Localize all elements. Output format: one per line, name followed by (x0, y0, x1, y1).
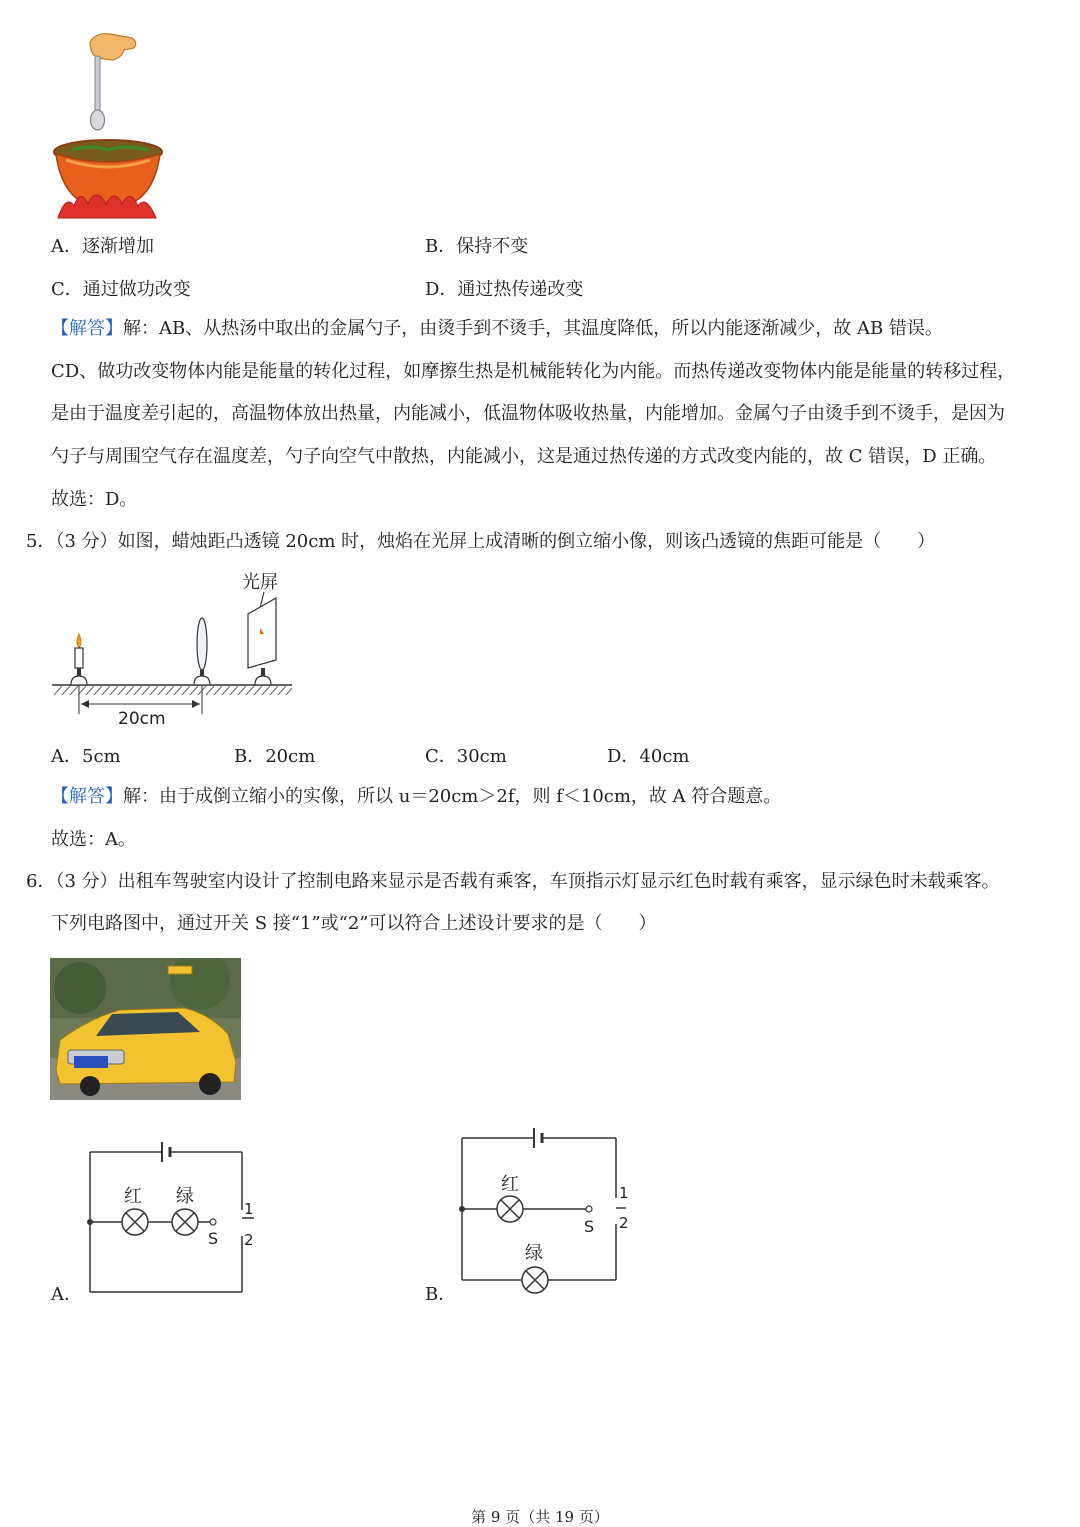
answer-tag: 【解答】 (51, 318, 123, 339)
q4-option-a: A．逐渐增加 (51, 236, 154, 257)
switch-label: S (584, 1217, 595, 1236)
green-lamp-label: 绿 (525, 1243, 543, 1264)
green-lamp-icon (522, 1267, 548, 1293)
red-lamp-label: 红 (501, 1174, 519, 1195)
q4-answer-line-1: 【解答】解：AB、从热汤中取出的金属勺子，由烫手到不烫手，其温度降低，所以内能逐渐减少，故 AB 错误。 (51, 318, 943, 339)
green-lamp-icon (172, 1209, 198, 1235)
q4-answer-line-2: CD、做功改变物体内能是能量的转化过程，如摩擦生热是机械能转化为内能。而热传递改变物体内能是能量的转移过程， (51, 361, 1016, 382)
q4-choice: 故选：D。 (51, 489, 138, 510)
q5-option-b: B．20cm (234, 746, 316, 767)
q5-stem: 5．（3 分）如图，蜡烛距凸透镜 20cm 时，烛焰在光屏上成清晰的倒立缩小像，则该凸透镜的焦距可能是（ ） (26, 531, 936, 552)
green-lamp-label: 绿 (176, 1186, 194, 1207)
red-lamp-icon (497, 1196, 523, 1222)
q5-answer-line: 【解答】解：由于成倒立缩小的实像，所以 u＝20cm＞2f，则 f＜10cm，故 A 符合题意。 (51, 786, 782, 807)
taxi-photo (50, 958, 241, 1100)
circuit-b-diagram (456, 1124, 636, 1296)
terminal-1-label: 1 (619, 1184, 629, 1202)
junction-dot (459, 1206, 465, 1212)
distance-label: 20cm (118, 709, 166, 729)
candle-flame-icon (77, 634, 81, 648)
q6-stem-line-1: 6．（3 分）出租车驾驶室内设计了控制电路来显示是否载有乘客，车顶指示灯显示红色时载有乘客，显示绿色时未载乘客。 (26, 871, 1000, 892)
terminal-2-label: 2 (244, 1231, 254, 1249)
optical-bench-figure (50, 568, 296, 730)
screen-label: 光屏 (242, 572, 278, 593)
q6-stem-line-2: 下列电路图中，通过开关 S 接“1”或“2”可以符合上述设计要求的是（ ） (51, 913, 657, 934)
terminal-2-label: 2 (619, 1214, 629, 1232)
q5-option-d: D．40cm (607, 746, 690, 767)
junction-dot (87, 1219, 93, 1225)
convex-lens-icon (197, 618, 207, 670)
answer-tag: 【解答】 (51, 786, 123, 807)
red-lamp-icon (122, 1209, 148, 1235)
q5-option-a: A．5cm (51, 746, 121, 767)
q4-option-c: C．通过做功改变 (51, 279, 191, 300)
q6-option-a: A． (51, 1284, 82, 1305)
q4-option-b: B．保持不变 (425, 236, 529, 257)
switch-label: S (208, 1229, 219, 1248)
terminal-1-label: 1 (244, 1200, 254, 1218)
q4-answer-line-3: 是由于温度差引起的，高温物体放出热量，内能减小，低温物体吸收热量，内能增加。金属勺子由烫手到不烫手，是因为 (51, 403, 1005, 424)
q5-choice: 故选：A。 (51, 829, 136, 850)
q4-option-d: D．通过热传递改变 (425, 279, 584, 300)
q6-option-b: B． (425, 1284, 457, 1305)
switch-icon (586, 1206, 592, 1212)
circuit-a-diagram (84, 1138, 260, 1300)
q4-answer-line-4: 勺子与周围空气存在温度差，勺子向空气中散热，内能减小，这是通过热传递的方式改变内能的，故 C 错误，D 正确。 (51, 446, 997, 467)
page-footer: 第 9 页（共 19 页） (471, 1508, 609, 1526)
red-lamp-label: 红 (124, 1186, 142, 1207)
spoon-pot-figure (52, 28, 168, 224)
q5-option-c: C．30cm (425, 746, 507, 767)
switch-icon (210, 1219, 216, 1225)
